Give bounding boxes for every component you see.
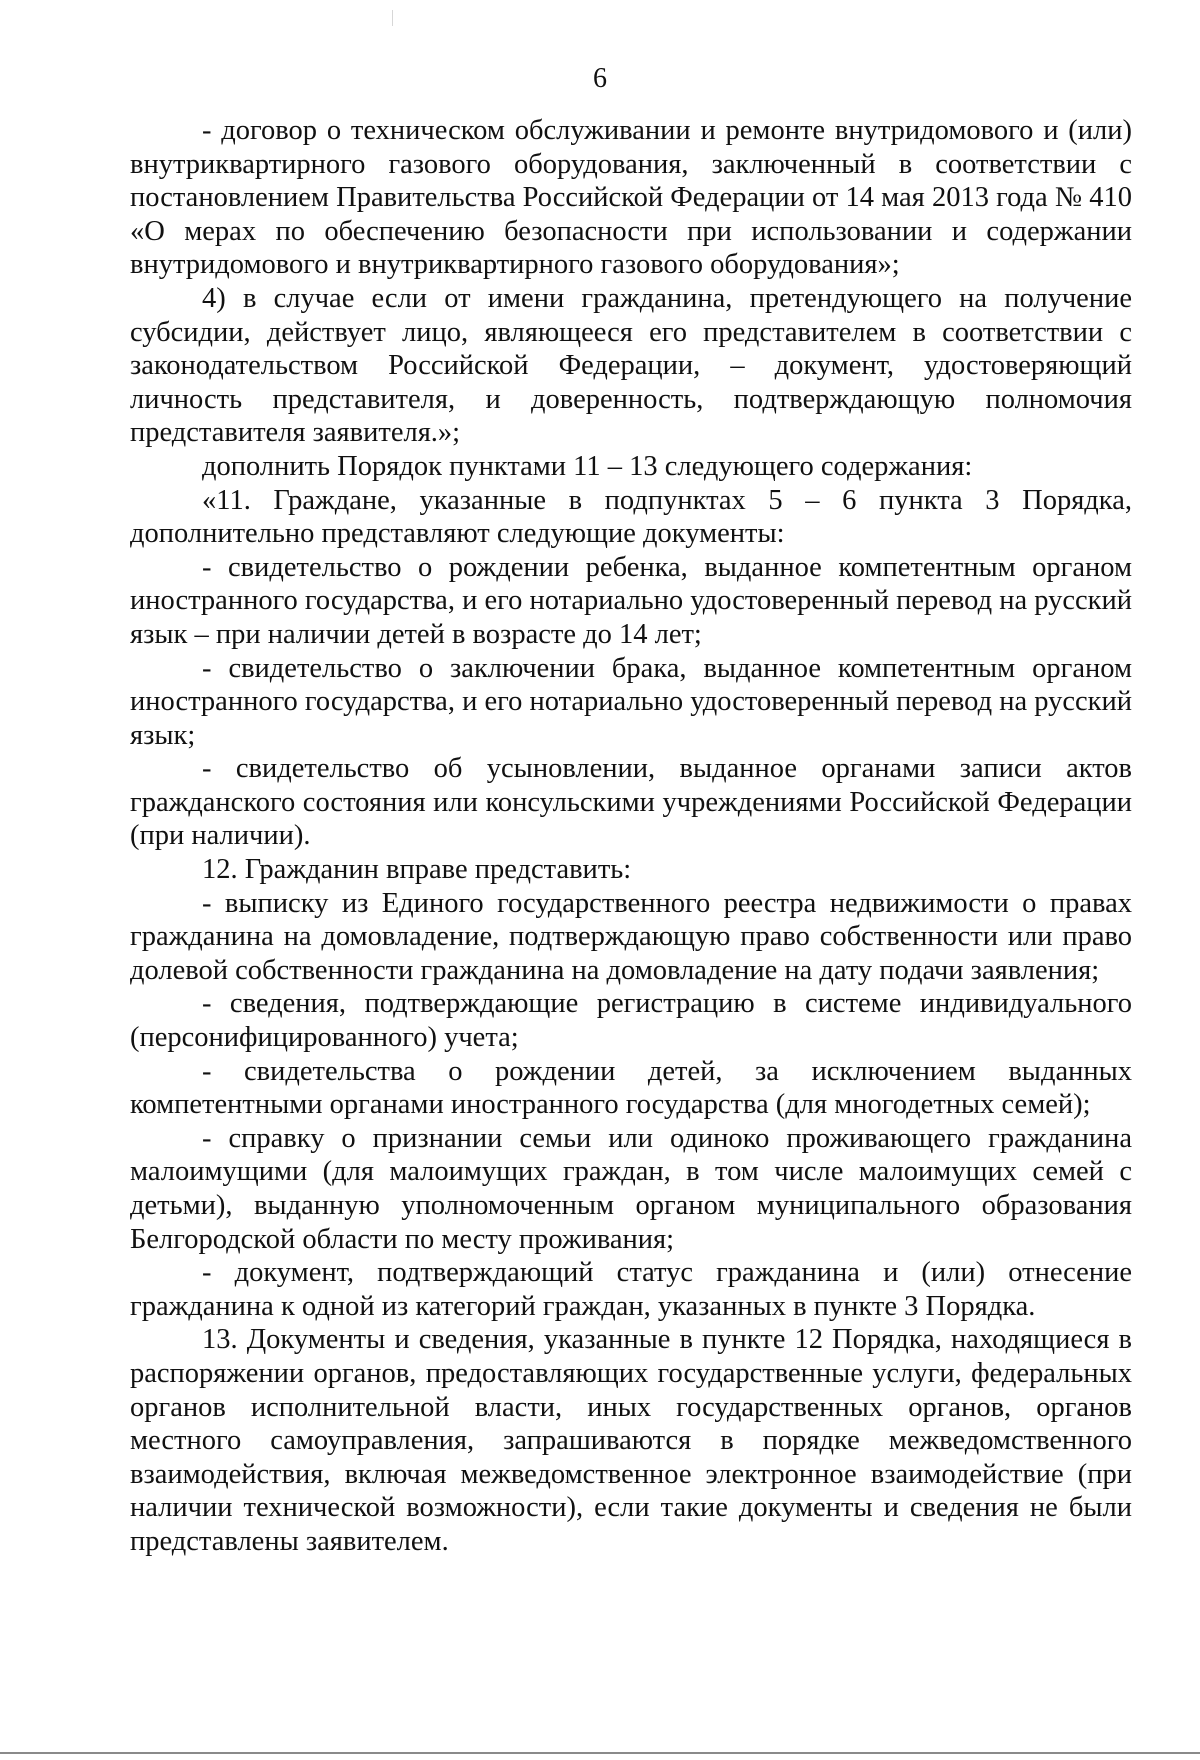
page-bottom-edge	[0, 1752, 1200, 1754]
paragraph-birth-certificate: - свидетельство о рождении ребенка, выданное компетентным органом иностранного государства, и его нотариально удостоверенный перевод на русский язык – при наличии детей в возрасте до 14 лет;	[130, 551, 1132, 650]
paragraph-amendment-intro: дополнить Порядок пунктами 11 – 13 следующего содержания:	[202, 450, 973, 482]
paragraph-item-13: 13. Документы и сведения, указанные в пункте 12 Порядка, находящиеся в распоряжении органов, предоставляющих государственные услуги, федеральных органов исполнительной власти, иных государственных органов, органов местного самоуправления, запрашиваются в порядке межведомственного взаимодействия, включая межведомственное электронное взаимодействие (при наличии технической возможности), если такие документы и сведения не были представлены заявителем.	[130, 1324, 1132, 1557]
paragraph-item-12: 12. Гражданин вправе представить:	[202, 854, 632, 886]
paragraph-children-birth-certificates: - свидетельства о рождении детей, за исключением выданных компетентными органами иностранного государства (для многодетных семей);	[130, 1055, 1132, 1121]
paragraph-marriage-certificate: - свидетельство о заключении брака, выданное компетентным органом иностранного государства, и его нотариально удостоверенный перевод на русский язык;	[130, 652, 1132, 751]
paragraph-representative: 4) в случае если от имени гражданина, претендующего на получение субсидии, действует лицо, являющееся его представителем в соответствии с законодательством Российской Федерации, – документ, удостоверяющий личность представителя, и доверенность, подтверждающую полномочия представителя заявителя.»;	[130, 282, 1132, 449]
paragraph-item-11: «11. Граждане, указанные в подпунктах 5 – 6 пункта 3 Порядка, дополнительно представляют следующие документы:	[130, 484, 1132, 550]
paragraph-personal-accounting: - сведения, подтверждающие регистрацию в системе индивидуального (персонифицированного) учета;	[130, 988, 1132, 1054]
paragraph-gas-contract: - договор о техническом обслуживании и ремонте внутридомового и (или) внутриквартирного газового оборудования, заключенный в соответствии с постановлением Правительства Российской Федерации от 14 мая 2013 года № 410 «О мерах по обеспечению безопасности при использовании и содержании внутридомового и внутриквартирного газового оборудования»;	[130, 115, 1132, 281]
paragraph-status-document: - документ, подтверждающий статус гражданина и (или) отнесение гражданина к одной из категорий граждан, указанных в пункте 3 Порядка.	[130, 1257, 1132, 1322]
document-body	[130, 114, 1132, 1559]
paragraph-property-extract: - выписку из Единого государственного реестра недвижимости о правах гражданина на домовладение, подтверждающую право собственности или право долевой собственности гражданина на домовладение на дату подачи заявления;	[130, 887, 1132, 986]
paragraph-adoption-certificate: - свидетельство об усыновлении, выданное органами записи актов гражданского состояния или консульскими учреждениями Российской Федерации (при наличии).	[130, 753, 1132, 852]
paragraph-low-income-certificate: - справку о признании семьи или одиноко проживающего гражданина малоимущими (для малоимущих граждан, в том числе малоимущих семей с детьми), выданную уполномоченным органом муниципального образования Белгородской области по месту проживания;	[130, 1122, 1132, 1255]
page-number: 6	[593, 63, 607, 94]
scan-speck	[392, 10, 393, 26]
